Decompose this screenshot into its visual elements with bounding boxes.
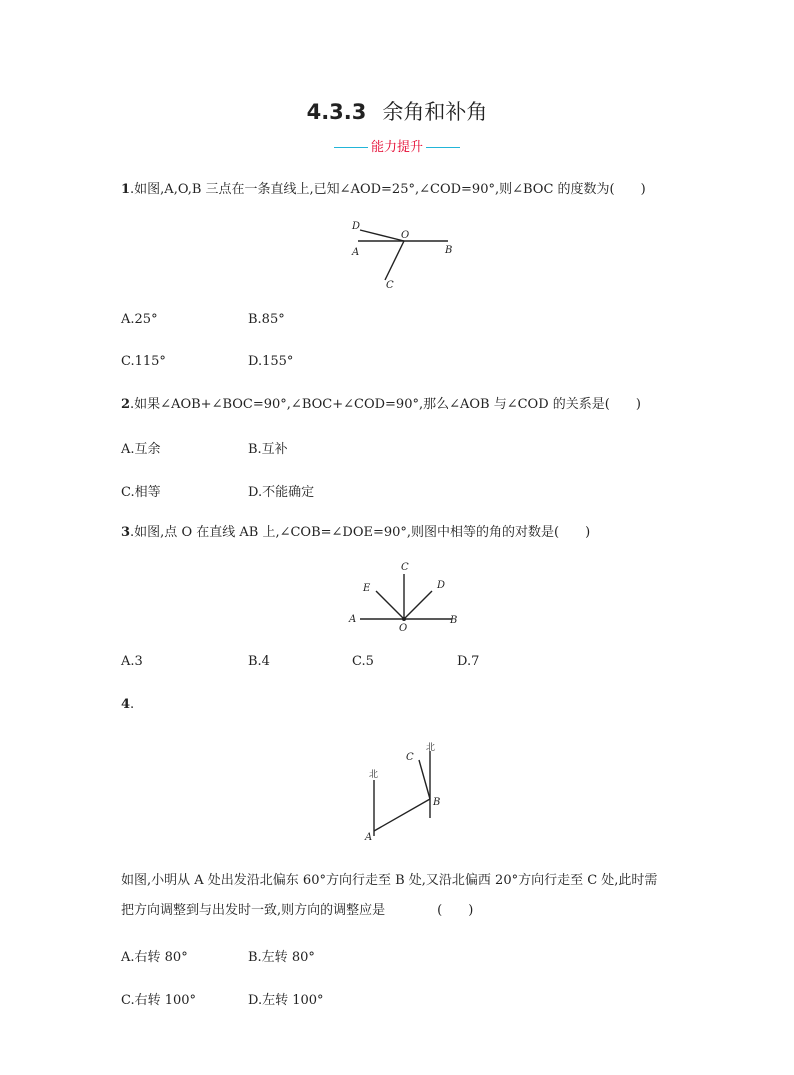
- q3-option-d[interactable]: D.7: [457, 654, 480, 669]
- q4-option-a[interactable]: A.右转 80°: [121, 950, 188, 965]
- question-4: [121, 696, 134, 714]
- label-a: A: [352, 247, 360, 258]
- subtitle-rule-left: [334, 147, 368, 148]
- label-b: B: [450, 615, 458, 626]
- label-b: B: [433, 797, 441, 808]
- q2-option-c[interactable]: C.相等: [121, 485, 161, 500]
- subtitle-rule-right: [426, 147, 460, 148]
- question-3-number: 3: [121, 525, 131, 540]
- label-o: O: [401, 230, 410, 241]
- question-2: [121, 396, 641, 414]
- label-d: D: [437, 580, 446, 591]
- ray-oc: [385, 241, 404, 280]
- q1-option-a[interactable]: A.25°: [121, 312, 158, 327]
- ray-od: [404, 591, 432, 619]
- question-2-number: 2: [121, 397, 131, 412]
- label-e: E: [363, 583, 371, 594]
- segment-bc: [419, 760, 430, 799]
- label-d: D: [352, 221, 361, 232]
- figure-4: [355, 738, 450, 844]
- subtitle: [0, 136, 794, 155]
- question-1: [121, 181, 646, 199]
- q1-option-c[interactable]: C.115°: [121, 354, 166, 369]
- q2-option-d[interactable]: D.不能确定: [248, 485, 315, 500]
- label-a: A: [365, 832, 373, 843]
- page-title: [0, 96, 794, 126]
- q3-option-a[interactable]: A.3: [121, 654, 143, 669]
- question-1-number: 1: [121, 182, 131, 197]
- label-c: C: [406, 752, 414, 763]
- q4-option-b[interactable]: B.左转 80°: [248, 950, 315, 965]
- question-4-number: 4: [121, 697, 131, 712]
- q1-option-d[interactable]: D.155°: [248, 354, 294, 369]
- question-3: [121, 524, 590, 542]
- figure-1: [340, 212, 470, 294]
- segment-ab: [374, 799, 430, 831]
- ray-od: [360, 230, 404, 241]
- label-c: C: [401, 562, 409, 573]
- label-a: A: [349, 614, 357, 625]
- q4-option-d[interactable]: D.左转 100°: [248, 993, 324, 1008]
- question-4-body-line-2: 把方向调整到与出发时一致,则方向的调整应是 ( ): [121, 903, 474, 918]
- ray-oe: [376, 591, 404, 619]
- section-number: 4.3.3: [306, 100, 367, 124]
- q4-option-c[interactable]: C.右转 100°: [121, 993, 197, 1008]
- q2-option-a[interactable]: A.互余: [121, 442, 161, 457]
- q1-option-b[interactable]: B.85°: [248, 312, 285, 327]
- section-name: 余角和补角: [382, 100, 488, 124]
- point-o: [402, 617, 406, 621]
- question-4-body-line-1: 如图,小明从 A 处出发沿北偏东 60°方向行走至 B 处,又沿北偏西 20°方向行走至 C 处,此时需: [121, 873, 658, 888]
- question-2-text: .如果∠AOB+∠BOC=90°,∠BOC+∠COD=90°,那么∠AOB 与∠COD 的关系是( ): [130, 397, 641, 412]
- q2-option-b[interactable]: B.互补: [248, 442, 288, 457]
- subtitle-text: 能力提升: [370, 140, 423, 155]
- q3-option-c[interactable]: C.5: [352, 654, 374, 669]
- label-c: C: [386, 280, 394, 291]
- label-o: O: [399, 623, 408, 634]
- figure-3: [340, 558, 470, 636]
- q3-option-b[interactable]: B.4: [248, 654, 270, 669]
- question-1-text: .如图,A,O,B 三点在一条直线上,已知∠AOD=25°,∠COD=90°,则∠BOC 的度数为( ): [130, 182, 646, 197]
- label-north-b: 北: [426, 743, 436, 753]
- label-north-a: 北: [369, 770, 379, 780]
- question-4-text: .: [130, 697, 135, 712]
- label-b: B: [445, 245, 453, 256]
- question-3-text: .如图,点 O 在直线 AB 上,∠COB=∠DOE=90°,则图中相等的角的对数是( ): [130, 525, 591, 540]
